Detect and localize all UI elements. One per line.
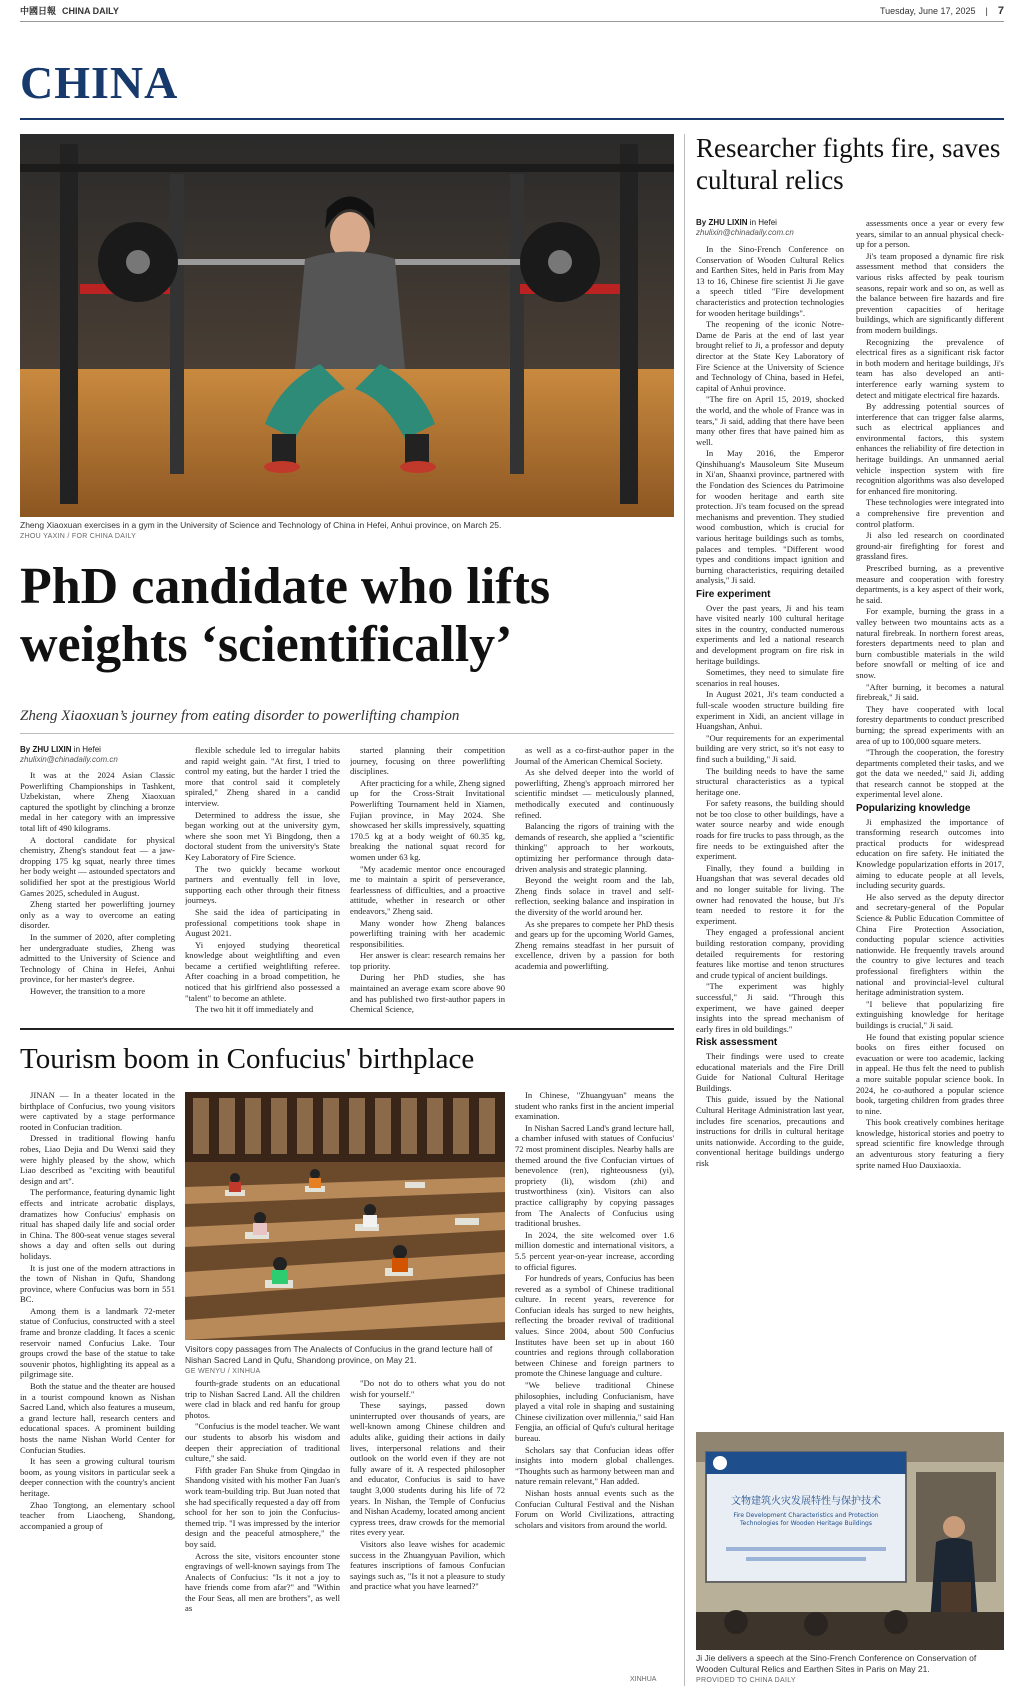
tourism-column-1 — [20, 1090, 175, 1686]
lead-column-3 — [350, 745, 505, 1018]
photo-credit: GE WENYU / XINHUA — [185, 1368, 261, 1375]
tourism-column-3 — [350, 1378, 505, 1686]
paragraph: After practicing for a while, Zheng signed up for the Cross-Strait Invitational Powerlifting Tournament held in Xiamen, Fujian province, in May 2024. She showcased her skills impressively, squatting 170.5 kg at a body weight of 60.35 kg, breaking the national squat record for women under 63 kg. — [350, 777, 505, 862]
byline-email: zhulixin@chinadaily.com.cn — [20, 755, 118, 764]
paragraph: Zheng started her powerlifting journey only as a way to overcome an eating disorder. — [20, 899, 175, 931]
paragraph: The reopening of the iconic Notre-Dame de Paris at the end of last year brought relief to Ji, a professor and deputy director at the State Key Laboratory of Fire Science at the University of Science and Technology of China, based in Hefei, capital of Anhui province. — [696, 319, 844, 393]
caption-text: Zheng Xiaoxuan exercises in a gym in the University of Science and Technology of China in Hefei, Anhui province, on March 25. — [20, 520, 502, 530]
paragraph: In the Sino-French Conference on Conservation of Wooden Cultural Relics and Earthen Sites, held in Paris from May 13 to 16, Chinese fire scientist Ji Jie gave a speech titled "Fire development characteristics and protection technologies for wooden heritage buildings". — [696, 244, 844, 318]
paragraph: For example, burning the grass in a valley between two mountains acts as a natural firebreak. In northern forest areas, foresters departments need to plan and burn combustible materials in the wild before snowfall or melting of ice and snow. — [856, 606, 1004, 680]
paragraph: started planning their competition journey, focusing on three powerlifting disciplines. — [350, 745, 505, 777]
paragraph: Among them is a landmark 72-meter statue of Confucius, constructed with a steel frame and bronze cladding. It faces a scenic reservoir named Confucius Lake. Tour groups crowd the base of the statue to take souvenir photos, highlighting its appeal as a pilgrimage site. — [20, 1305, 175, 1380]
tourism-headline: Tourism boom in Confucius' birthplace — [20, 1043, 475, 1075]
gym-squat-image — [20, 134, 674, 517]
paragraph: Sometimes, they need to simulate fire scenarios in real houses. — [696, 667, 844, 688]
byline-email: zhulixin@chinadaily.com.cn — [696, 228, 794, 237]
brand-name: CHINA DAILY — [62, 5, 119, 16]
paragraph: flexible schedule led to irregular habits and rapid weight gain. "At first, I tried to control my eating, but the harder I tried the more that control said it completely spiraled," Zheng shared in a candid interview. — [185, 745, 340, 808]
masthead — [20, 4, 119, 17]
tourism-source: XINHUA — [630, 1676, 657, 1683]
paragraph: Recognizing the prevalence of electrical fires as a significant risk factor in both modern and heritage buildings, Ji's team has also developed an anti-interference early warning system to detect and mitigate electrical fire hazards. — [856, 336, 1004, 400]
lead-subhead: Zheng Xiaoxuan’s journey from eating disorder to powerlifting champion — [20, 708, 460, 724]
paragraph: The performance, featuring dynamic light effects and intricate acrobatic displays, dramatizes how Confucius' emphasis on ritual has shaped daily life and social order in China. The 800-seat venue stages several shows a day and often sells out during holidays. — [20, 1187, 175, 1261]
byline-place: in Hefei — [73, 745, 101, 754]
paragraph: In August 2021, Ji's team conducted a full-scale wooden structure building fire experiment in Xidi, an ancient village in Huangshan, Anhui. — [696, 689, 844, 732]
section-title: CHINA — [20, 57, 179, 108]
paragraph: Yi enjoyed studying theoretical knowledge about weightlifting and even became a certified weightlifting referee. After coaching in a broad competition, he noticed that his girlfriend also possessed a "talent" to become an athlete. — [185, 939, 340, 1003]
paragraph: Visitors also leave wishes for academic success in the Zhuangyuan Pavilion, which features inscriptions of famous Confucian sayings such as, "Is it not a pleasure to study and practice what you have learned?" — [350, 1538, 505, 1592]
paragraph: Their findings were used to create educational materials and the Fire Drill Guide for National Cultural Heritage Buildings. — [696, 1050, 844, 1093]
lead-column-1 — [20, 770, 175, 1018]
paragraph: Determined to address the issue, she began working out at the university gym, where she soon met Yi Bingdong, then a doctoral student from the university's State Key Laboratory of Fire Science. — [185, 809, 340, 862]
paragraph: Dressed in traditional flowing hanfu robes, Liao Dejia and Du Wenxi said they were highly pleased by the show, which Liao described as "exciting with beautiful design and art". — [20, 1133, 175, 1186]
lead-column-4 — [515, 745, 674, 1018]
researcher-photo — [696, 1432, 1004, 1650]
paragraph: Finally, they found a building in Huangshan that was several decades old and no longer suitable for living. The owner had renovated the house, but Ji's team needed to restore it for the experiment. — [696, 862, 844, 926]
tourism-column-4 — [515, 1090, 674, 1670]
caption-text: Visitors copy passages from The Analects of Confucius in the grand lecture hall of Nishan Sacred Land in Qufu, Shandong province, on May 21. — [185, 1344, 493, 1365]
lead-photo-caption — [20, 520, 674, 542]
paragraph: JINAN — In a theater located in the birthplace of Confucius, two young visitors were captivated by a stage performance rooted in Confucian tradition. — [20, 1090, 175, 1132]
paragraph: assessments once a year or every few years, similar to an annual physical check-up for a person. — [856, 218, 1004, 250]
paragraph: fourth-grade students on an educational trip to Nishan Sacred Land. All the children were clad in black and red hanfu for group photos. — [185, 1378, 340, 1420]
paragraph: He also served as the deputy director and secretary-general of the Popular Science & Public Education Committee of China Fire Protection Association, conducting popular science activities nationwide. He frequently travels around the country to give lectures and teach professional firefighters within the national and provincial-level cultural heritage administration system. — [856, 891, 1004, 998]
paragraph: "Our requirements for an experimental building are very strict, so it's not easy to find such a building," Ji said. — [696, 732, 844, 764]
paragraph: "Through the cooperation, the forestry departments completed their tasks, and we got the data we needed," said Ji, adding that research cannot be stopped at the experimental level alone. — [856, 747, 1004, 800]
paragraph: This book creatively combines heritage knowledge, historical stories and poetry to spread scientific fire knowledge through an adventurous story featuring a fiery sprite named Huo Dauxiaoxia. — [856, 1117, 1004, 1170]
paragraph: In the summer of 2020, after completing her undergraduate studies, Zheng was admitted to the University of Science and Technology of China in Hefei, Anhui province, for her master's degree. — [20, 931, 175, 985]
paragraph: The two quickly became workout partners and eventually fell in love, supporting each other through their fitness journeys. — [185, 863, 340, 906]
photo-credit: PROVIDED TO CHINA DAILY — [696, 1677, 796, 1684]
lead-headline: PhD candidate who lifts weights ‘scientifically’ — [20, 558, 551, 673]
paragraph: They have cooperated with local forestry departments to conduct prescribed burning; the spread experiments with an area of up to 100,000 square meters. — [856, 703, 1004, 746]
paragraph: In Chinese, "Zhuangyuan" means the student who ranks first in the ancient imperial examination. — [515, 1090, 674, 1122]
paragraph: It is just one of the modern attractions in the town of Nishan in Qufu, Shandong province, where Confucius was born in 551 BC. — [20, 1262, 175, 1305]
paragraph: During her PhD studies, she has maintained an average exam score above 90 and has published two first-author papers in Chemical Science, — [350, 972, 505, 1015]
researcher-headline: Researcher fights fire, saves cultural relics — [696, 133, 1001, 195]
paragraph: By addressing potential sources of interference that can trigger false alarms, such as electrical appliances and environmental factors, this system enhances the reliability of fire detection in heritage buildings. An unmanned aerial vehicle inspection system with fire recognition algorithms was also developed for enhanced fire monitoring. — [856, 401, 1004, 496]
paragraph: These technologies were integrated into a comprehensive fire prevention and control platform. — [856, 497, 1004, 529]
story-divider — [20, 1028, 674, 1030]
paragraph: In 2024, the site welcomed over 1.6 million domestic and international visitors, a 5.5 percent year-on-year increase, according to official figures. — [515, 1229, 674, 1272]
paragraph: "The experiment was highly successful," Ji said. "Through this experiment, we have gained deeper insights into the spread mechanism of early fires in old buildings." — [696, 981, 844, 1034]
paragraph: She said the idea of participating in professional competitions took shape in August 2021. — [185, 906, 340, 939]
paragraph: It was at the 2024 Asian Classic Powerlifting Championships in Tashkent, Uzbekistan, where Zheng Xiaoxuan captured the spotlight by clinching a bronze medal in her category with an impressive total lift of 490 kilograms. — [20, 770, 175, 833]
paragraph: Prescribed burning, as a preventive measure and cooperation with forestry departments, is a key aspect of their work, he said. — [856, 563, 1004, 605]
paragraph: However, the transition to a more — [30, 985, 146, 996]
subheading-risk-assessment: Risk assessment — [696, 1037, 778, 1049]
caption-text: Ji Jie delivers a speech at the Sino-French Conference on Conservation of Wooden Cultural Relics and Earthen Sites in Paris on May 21. — [696, 1653, 977, 1674]
paragraph: Scholars say that Confucian ideas offer insights into modern global challenges. "Thoughts such as harmony between man and nature remain relevant," Han added. — [515, 1444, 674, 1487]
page-header: 中國日報 CHINA DAILY Tuesday, June 17, 2025 | 7 — [20, 0, 1004, 22]
paragraph: In May 2016, the Emperor Qinshihuang's Mausoleum Site Museum in Xi'an, Shaanxi province, partnered with the Fondation des Sciences du Patrimoine for wooden heritage and earth site protection. Ji's team focused on the spread mechanisms and prevention. They studied wood combustion, which is crucial for various heritage buildings such as tombs, palaces and temples. "Different wood types and conditions impact ignition and burning characteristics, requiring detailed analysis," Ji said. — [696, 448, 844, 586]
paragraph: Beyond the weight room and the lab, Zheng finds solace in travel and self-reflection, seeking balance and inspiration in the diversity of the world around her. — [515, 875, 674, 917]
paragraph: Both the statue and the theater are housed in a tourist compound known as Nishan Sacred Land, which also features a museum, a grand lecture hall, research centers and educational spaces. A prominent building hosts the name Nishan World Center for Confucian Studies. — [20, 1381, 175, 1455]
slide-title: 文物建筑火灾发展特性与保护技术 — [731, 1496, 881, 1507]
byline-name: By ZHU LIXIN — [20, 745, 72, 754]
tourism-photo-caption — [185, 1344, 505, 1377]
lecture-hall-image — [185, 1092, 505, 1340]
subheading-popularizing-knowledge: Popularizing knowledge — [856, 803, 971, 815]
slide-subtitle: Fire Development Characteristics and Protection Technologies for Wooden Heritage Buildings — [733, 1512, 879, 1527]
paragraph: Nishan hosts annual events such as the Confucian Cultural Festival and the Nishan Forum on World Civilizations, attracting scholars and visitors from around the world. — [515, 1487, 674, 1530]
paragraph: As she prepares to compete her PhD thesis and gears up for the upcoming World Games, Zheng remains steadfast in her pursuit of excellence, driven by a passion for both academia and powerlifting. — [515, 918, 674, 971]
paragraph: "Do not do to others what you do not wish for yourself." — [350, 1378, 505, 1399]
subhead-rule — [20, 733, 674, 734]
section-divider — [20, 118, 1004, 120]
page-number: 7 — [997, 4, 1004, 17]
paragraph: A doctoral candidate for physical chemistry, Zheng's standout feat — a jaw-dropping 175 kg squat, nearly three times her body weight — astounded spectators and solidified her spot at the prestigious World Games 2025, scheduled in August. — [20, 834, 175, 898]
paragraph: They engaged a professional ancient building restoration company, providing detailed requirements for restoring features like mortise and tenon structures and crude typical of ancient buildings. — [696, 927, 844, 980]
lead-byline — [20, 745, 175, 765]
paragraph: The two hit it off immediately and — [195, 1004, 314, 1015]
issue-date: Tuesday, June 17, 2025 — [879, 5, 976, 16]
paragraph: As she delved deeper into the world of powerlifting, Zheng's approach mirrored her scientific mindset — meticulously planned, methodically executed and continuously refined. — [515, 767, 674, 820]
paragraph: "My academic mentor once encouraged me to maintain a spirit of perseverance, fearlessness of difficulties, and a proactive attitude, whether in research or other endeavors," Zheng said. — [350, 863, 505, 916]
paragraph: He found that existing popular science books on fires either focused on evacuation or were too academic, lacking in appeal. He thus felt the need to publish a more suitable popular science book. In 2024, he co-authored a popular science book, targeting children from grades three to nine. — [856, 1031, 1004, 1116]
logo-chinese: 中國日報 — [20, 6, 57, 16]
paragraph: Many wonder how Zheng balances powerlifting training with her academic responsibilities. — [350, 917, 505, 949]
paragraph: Ji also led research on coordinated ground-air firefighting for forest and grassland fires. — [856, 530, 1004, 562]
researcher-column-2 — [856, 218, 1004, 1426]
column-divider — [684, 134, 685, 1686]
researcher-byline — [696, 218, 844, 238]
paragraph: Balancing the rigors of training with the demands of research, she applied a "scientific thinking" approach to her workouts, optimizing her performance through data-driven analysis and strategic planning. — [515, 821, 674, 874]
paragraph: Ji's team proposed a dynamic fire risk assessment method that considers the various risks affected by peak tourism seasons, repair work and so on, as well as the balance between fire hazards and fire prevention capacities of heritage buildings, which are significantly different from modern buildings. — [856, 250, 1004, 335]
paragraph: as well as a co-first-author paper in the Journal of the American Chemical Society. — [515, 745, 674, 766]
paragraph: For hundreds of years, Confucius has been revered as a symbol of Chinese traditional culture. In recent years, reverence for Confucian ideals has surged to new heights, reflecting the broader revival of traditional values. Since 2004, about 500 Confucius Institutes have been set up in about 160 countries and regions through collaboration between Chinese and foreign partners to promote the Chinese language and culture. — [515, 1273, 674, 1379]
paragraph: "Confucius is the model teacher. We want our students to absorb his wisdom and deepen their appreciation of traditional culture," she said. — [185, 1421, 340, 1464]
byline-name: By ZHU LIXIN — [696, 218, 748, 227]
paragraph: This guide, issued by the National Cultural Heritage Administration last year, includes fire scenarios, precautions and instructions for drills in cultural heritage units nationwide. According to the guide, conventional heritage buildings undergo risk — [696, 1094, 844, 1168]
paragraph: For safety reasons, the building should not be too close to other buildings, have a water source nearby and wide enough roads for fire trucks to pass through, as the fire needs to be extinguished after the experiment. — [696, 798, 844, 862]
researcher-column-1 — [696, 244, 844, 1426]
paragraph: These sayings, passed down uninterrupted over thousands of years, are well-known among Chinese children and adults alike, guiding their actions in daily lives, interpersonal relations and their outlook on the world even if they are not fully aware of it. A respected philosopher and educator, Confucius is said to have taught 3,000 students during his life of 72 years. In Nishan, the Temple of Confucius and Nishan Academy, located among ancient cypress trees, draw crowds for the memorial rites every year. — [350, 1400, 505, 1538]
researcher-photo-caption — [696, 1653, 1004, 1686]
paragraph: Fifth grader Fan Shuke from Qingdao in Shandong visited with his mother Fan Juan's work team-building trip. But Juan noted that she had specifically requested a day off from school for her son to join the Confucius-themed trip. "I was impressed by the interior design and the peaceful atmosphere," the boy said. — [185, 1464, 340, 1549]
paragraph: Ji emphasized the importance of transforming research outcomes into practical products for widespread education on fire safety. He initiated the Knowledge popularization efforts in 2017, aiming to educate people at all levels, including security guards. — [856, 816, 1004, 891]
paragraph: Over the past years, Ji and his team have visited nearly 100 cultural heritage sites in the country, conducted numerous experiments and led a national research and development program on fire risk in heritage buildings. — [696, 602, 844, 666]
paragraph: The building needs to have the same structural characteristics as a typical heritage one. — [696, 765, 844, 797]
tourism-photo — [185, 1092, 505, 1340]
lead-photo — [20, 134, 674, 517]
paragraph: Zhao Tongtong, an elementary school teacher from Liaocheng, Shandong, accompanied a group of — [20, 1499, 175, 1531]
tourism-column-2 — [185, 1378, 340, 1686]
conference-image — [696, 1432, 1004, 1650]
lead-column-2 — [185, 745, 340, 1018]
paragraph: "The fire on April 15, 2019, shocked the world, and the whole of France was in tears," Ji said, adding that there have been many other fires that have pained him as well. — [696, 394, 844, 447]
paragraph: "We believe traditional Chinese philosophies, including Confucianism, have played a vital role in shaping and sustaining Chinese civilization over millennia," said Han Fengjia, an official of Qufu's cultural heritage bureau. — [515, 1380, 674, 1443]
byline-place: in Hefei — [749, 218, 777, 227]
paragraph: "After burning, it becomes a natural firebreak," Ji said. — [856, 681, 1004, 703]
paragraph: It has seen a growing cultural tourism boom, as young visitors in particular seek a deeper connection with the country's ancient heritage. — [20, 1456, 175, 1498]
photo-credit: ZHOU YAXIN / FOR CHINA DAILY — [20, 533, 137, 540]
paragraph: In Nishan Sacred Land's grand lecture hall, a chamber infused with statues of Confucius' 72 most prominent disciples. Nearby halls are themed around the five Confucian virtues of benevolence (ren), righteousness (yi), propriety (li), wisdom (zhi) and trustworthiness (xin). Visitors can also practice calligraphy by copying passages from The Analects of Confucius using traditional brushes. — [515, 1122, 674, 1229]
subheading-fire-experiment: Fire experiment — [696, 589, 771, 600]
paragraph: Her answer is clear: research remains her top priority. — [350, 950, 505, 971]
paragraph: "I believe that popularizing fire extinguishing knowledge for heritage buildings is crucial," Ji said. — [856, 998, 1004, 1030]
paragraph: Across the site, visitors encounter stone engravings of well-known sayings from The Analects of Confucius: "Is it not a joy to have friends come from afar?" and "Within the Four Seas, all men are brothers", as well as — [185, 1550, 340, 1614]
